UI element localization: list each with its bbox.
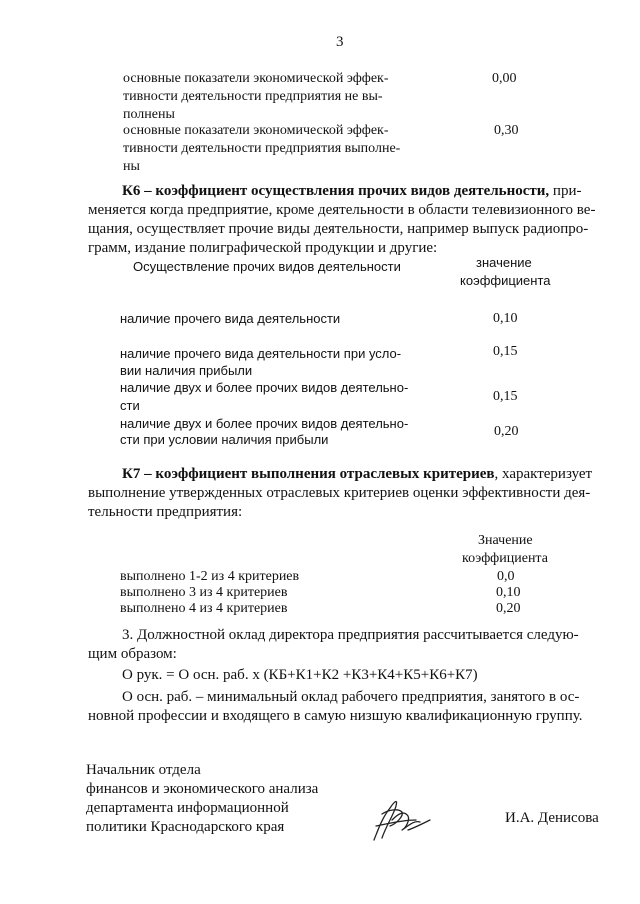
k6-line-4: грамм, издание полиграфической продукции и другие:: [88, 240, 438, 256]
k6-row-label: сти: [120, 398, 140, 413]
k6-row-value: 0,15: [493, 389, 518, 404]
section3-note-1: О осн. раб. – минимальный оклад рабочего предприятия, занятого в ос-: [122, 689, 580, 705]
table-row-label: полнены: [123, 107, 175, 122]
table-row-label: тивности деятельности предприятия выполне-: [123, 141, 401, 156]
k6-row-value: 0,15: [493, 344, 518, 359]
k6-row-label: вии наличия прибыли: [120, 363, 253, 378]
k7-header-right-2: коэффициента: [462, 551, 548, 566]
k6-header-right-2: коэффициента: [460, 273, 551, 288]
k7-title: К7 – коэффициент выполнения отраслевых критериев: [122, 466, 495, 482]
k7-row-label: выполнено 3 из 4 критериев: [120, 585, 288, 600]
section3-note-2: новной профессии и входящего в самую низшую квалификационную группу.: [88, 708, 583, 724]
k7-line-3: тельности предприятия:: [88, 504, 243, 520]
k7-line-1: [122, 465, 592, 484]
k7-line1-rest: , характеризует: [494, 466, 593, 482]
table-row-value: 0,30: [494, 123, 519, 138]
k6-line-3: щания, осуществляет прочие виды деятельности, например выпуск радиопро-: [88, 221, 589, 237]
k6-row-label: наличие прочего вида деятельности: [120, 311, 341, 326]
signer-position-line-2: финансов и экономического анализа: [86, 781, 319, 797]
section3-line-2: щим образом:: [88, 646, 177, 662]
k6-header-left: Осуществление прочих видов деятельности: [133, 259, 401, 274]
k6-line-1: [122, 182, 581, 201]
k6-row-label: наличие прочего вида деятельности при усло-: [120, 346, 402, 361]
page-number: 3: [336, 34, 344, 50]
table-row-label: основные показатели экономической эффек-: [123, 123, 389, 138]
salary-formula: О рук. = О осн. раб. х (КБ+К1+К2 +К3+К4+К5+К6+К7): [122, 667, 478, 683]
k7-row-value: 0,20: [496, 601, 521, 616]
k6-row-label: наличие двух и более прочих видов деятельно-: [120, 416, 409, 431]
table-row-value: 0,00: [492, 71, 517, 86]
k6-line1-rest: при-: [552, 183, 582, 199]
signer-position-line-4: политики Краснодарского края: [86, 819, 285, 835]
k6-title: К6 – коэффициент осуществления прочих видов деятельности,: [122, 183, 550, 199]
k7-header-right-1: Значение: [478, 533, 533, 548]
k6-row-value: 0,10: [493, 311, 518, 326]
signer-name: И.А. Денисова: [505, 810, 599, 826]
signer-position-line-3: департамента информационной: [86, 800, 289, 816]
k6-row-label: наличие двух и более прочих видов деятельно-: [120, 380, 409, 395]
table-row-label: тивности деятельности предприятия не вы-: [123, 89, 383, 104]
k7-line-2: выполнение утвержденных отраслевых критериев оценки эффективности дея-: [88, 485, 591, 501]
table-row-label: ны: [123, 159, 140, 174]
k6-line-2: меняется когда предприятие, кроме деятельности в области телевизионного ве-: [88, 202, 596, 218]
k6-row-value: 0,20: [494, 424, 519, 439]
signer-position-line-1: Начальник отдела: [86, 762, 201, 778]
k7-row-value: 0,10: [496, 585, 521, 600]
handwritten-signature: [368, 790, 438, 850]
k7-row-value: 0,0: [497, 569, 515, 584]
table-row-label: основные показатели экономической эффек-: [123, 71, 389, 86]
k6-header-right-1: значение: [476, 255, 532, 270]
section3-line-1: 3. Должностной оклад директора предприятия рассчитывается следую-: [122, 627, 579, 643]
k7-row-label: выполнено 1-2 из 4 критериев: [120, 569, 300, 584]
k6-row-label: сти при условии наличия прибыли: [120, 432, 329, 447]
k7-row-label: выполнено 4 из 4 критериев: [120, 601, 288, 616]
